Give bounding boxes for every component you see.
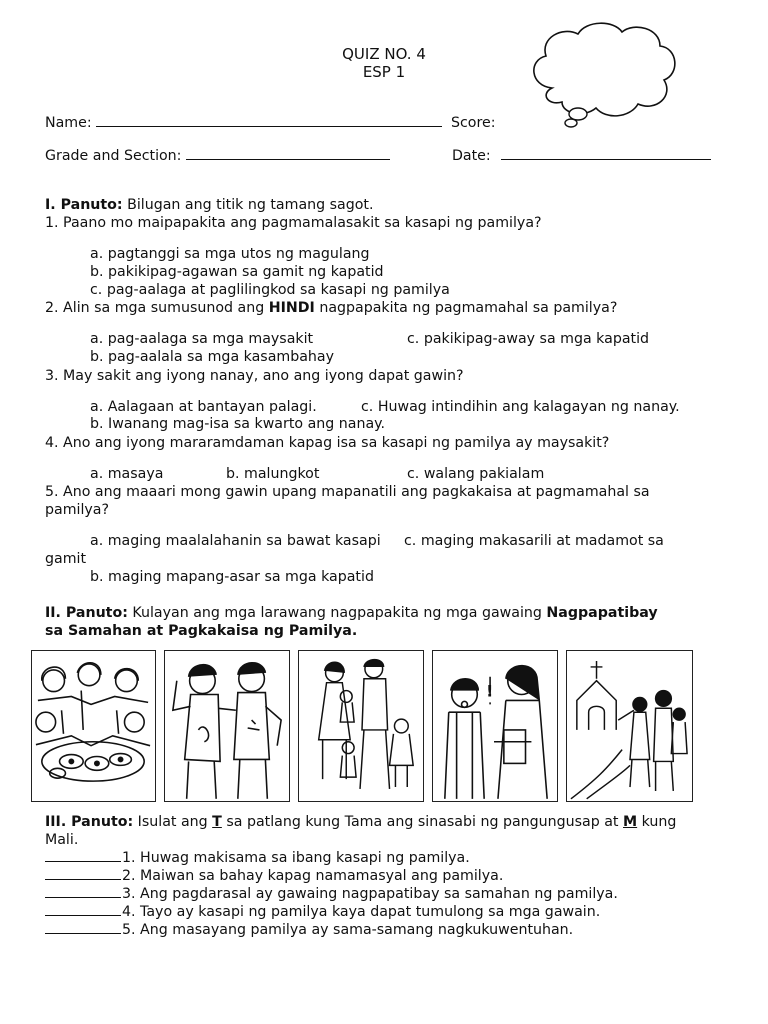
q5-choice-c[interactable]: c. maging makasarili at madamot sa bbox=[404, 533, 664, 549]
date-field[interactable] bbox=[452, 148, 711, 164]
q3-choice-c[interactable]: c. Huwag intindihin ang kalagayan ng nanay. bbox=[361, 399, 680, 415]
quiz-number: QUIZ NO. 4 bbox=[342, 45, 426, 63]
family-walking-illustration bbox=[299, 651, 423, 801]
part1-instruction: I. Panuto: Bilugan ang titik ng tamang sagot. bbox=[45, 197, 374, 213]
true-letter: T bbox=[212, 814, 222, 830]
part3-item-5: 5. Ang masayang pamilya ay sama-samang nagkukuwentuhan. bbox=[45, 922, 573, 938]
q1-choice-a[interactable]: a. pagtanggi sa mga utos ng magulang bbox=[90, 246, 370, 262]
picture-family-eating[interactable] bbox=[31, 650, 156, 802]
date-blank[interactable] bbox=[501, 159, 711, 160]
answer-blank-5[interactable] bbox=[45, 933, 121, 934]
exclamation-mark: ! bbox=[486, 681, 494, 701]
picture-family-walking[interactable] bbox=[298, 650, 424, 802]
q3-choice-b[interactable]: b. Iwanang mag-isa sa kwarto ang nanay. bbox=[90, 416, 386, 432]
siblings-fighting-illustration bbox=[165, 651, 289, 801]
part2-heading: II. Panuto: bbox=[45, 605, 128, 621]
q4-choice-b[interactable]: b. malungkot bbox=[226, 466, 320, 482]
part3-heading: III. Panuto: bbox=[45, 814, 134, 830]
part3-instruction-line2: Mali. bbox=[45, 832, 79, 848]
subject-label: ESP 1 bbox=[362, 63, 406, 81]
question-2: 2. Alin sa mga sumusunod ang HINDI nagpapakita ng pagmamahal sa pamilya? bbox=[45, 300, 618, 316]
question-4: 4. Ano ang iyong mararamdaman kapag isa sa kasapi ng pamilya ay maysakit? bbox=[45, 435, 610, 451]
answer-blank-2[interactable] bbox=[45, 879, 121, 880]
question-3: 3. May sakit ang iyong nanay, ano ang iyong dapat gawin? bbox=[45, 368, 464, 384]
picture-family-church[interactable] bbox=[566, 650, 693, 802]
part3-item-1: 1. Huwag makisama sa ibang kasapi ng pamilya. bbox=[45, 850, 470, 866]
date-label: Date: bbox=[452, 148, 491, 164]
part3-instruction: III. Panuto: Isulat ang T sa patlang kung Tama ang sinasabi ng pangungusap at M kung bbox=[45, 814, 677, 830]
name-blank[interactable] bbox=[96, 126, 442, 127]
picture-siblings-fighting[interactable] bbox=[164, 650, 290, 802]
q5-choice-a[interactable]: a. maging maalalahanin sa bawat kasapi bbox=[90, 533, 381, 549]
mali-letter: M bbox=[623, 814, 638, 830]
part3-item-2: 2. Maiwan sa bahay kapag namamasyal ang pamilya. bbox=[45, 868, 503, 884]
part1-heading: I. Panuto: bbox=[45, 197, 123, 213]
answer-blank-3[interactable] bbox=[45, 897, 121, 898]
boy-and-mother-illustration bbox=[433, 651, 557, 801]
q2-choice-b[interactable]: b. pag-aalala sa mga kasambahay bbox=[90, 349, 334, 365]
grade-section-label: Grade and Section: bbox=[45, 148, 182, 164]
part2-instruction-line2: sa Samahan at Pagkakaisa ng Pamilya. bbox=[45, 623, 358, 639]
name-field[interactable] bbox=[45, 115, 442, 131]
answer-blank-4[interactable] bbox=[45, 915, 121, 916]
name-label: Name: bbox=[45, 115, 92, 131]
score-label: Score: bbox=[451, 115, 496, 131]
question-5-line1: 5. Ano ang maaari mong gawin upang mapanatili ang pagkakaisa at pagmamahal sa bbox=[45, 484, 650, 500]
family-church-illustration bbox=[567, 651, 692, 801]
part2-instruction: II. Panuto: Kulayan ang mga larawang nagpapakita ng mga gawaing Nagpapatibay bbox=[45, 605, 658, 621]
part3-item-4: 4. Tayo ay kasapi ng pamilya kaya dapat tumulong sa mga gawain. bbox=[45, 904, 600, 920]
q3-choice-a[interactable]: a. Aalagaan at bantayan palagi. bbox=[90, 399, 317, 415]
family-eating-illustration bbox=[32, 651, 155, 801]
q5-choice-c-cont: gamit bbox=[45, 551, 87, 567]
q4-choice-a[interactable]: a. masaya bbox=[90, 466, 164, 482]
answer-blank-1[interactable] bbox=[45, 861, 121, 862]
question-5-line2: pamilya? bbox=[45, 502, 110, 518]
q1-choice-c[interactable]: c. pag-aalaga at paglilingkod sa kasapi ng pamilya bbox=[90, 282, 450, 298]
q2-choice-c[interactable]: c. pakikipag-away sa mga kapatid bbox=[407, 331, 650, 347]
picture-boy-and-mother[interactable] bbox=[432, 650, 558, 802]
q5-choice-b[interactable]: b. maging mapang-asar sa mga kapatid bbox=[90, 569, 374, 585]
grade-section-blank[interactable] bbox=[186, 159, 390, 160]
q4-choice-c[interactable]: c. walang pakialam bbox=[407, 466, 545, 482]
grade-section-field[interactable] bbox=[45, 148, 390, 164]
question-1: 1. Paano mo maipapakita ang pagmamalasakit sa kasapi ng pamilya? bbox=[45, 215, 542, 231]
q1-choice-b[interactable]: b. pakikipag-agawan sa gamit ng kapatid bbox=[90, 264, 384, 280]
part3-item-3: 3. Ang pagdarasal ay gawaing nagpapatibay sa samahan ng pamilya. bbox=[45, 886, 618, 902]
q2-choice-a[interactable]: a. pag-aalaga sa mga maysakit bbox=[90, 331, 314, 347]
quiz-title bbox=[0, 45, 768, 81]
